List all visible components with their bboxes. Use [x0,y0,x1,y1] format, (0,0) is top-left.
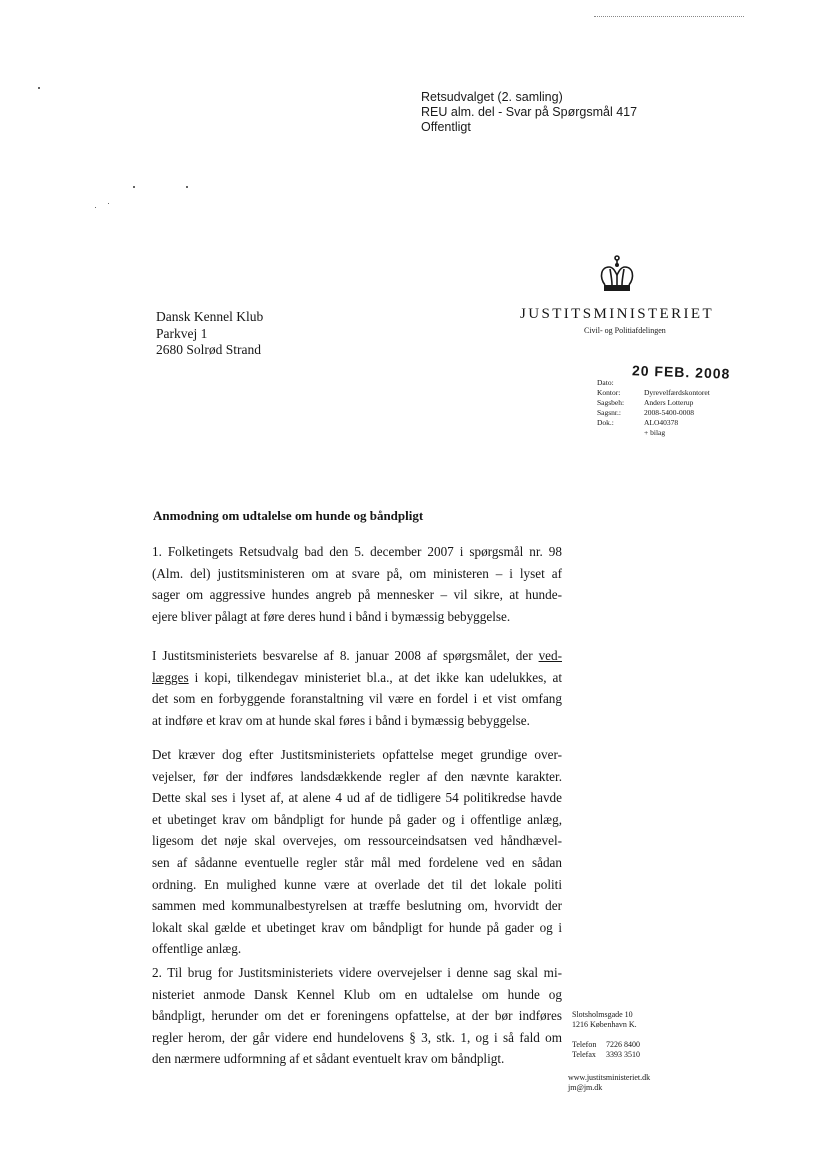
paragraph-line: et ubetinget krav om båndpligt for hunde på gader og i offentlige anlæg, [152,811,562,827]
meta-dok-value: ALO40378 [644,418,679,427]
fax-label: Telefax [572,1050,596,1059]
paragraph-3 [152,744,562,960]
scan-dotted-line [594,16,744,18]
paragraph-line: (Alm. del) justitsministeren om at svare på, om ministeren – i lyset af [152,565,562,581]
recipient-address [156,309,263,359]
meta-kontor-value: Dyrevelfærdskontoret [644,388,710,397]
fax-number: 3393 3510 [606,1050,640,1059]
scan-speck [95,207,96,208]
paragraph-line: nisteriet anmode Dansk Kennel Klub om en udtalelse om hunde og [152,986,562,1002]
meta-sagsbeh-label: Sagsbeh: [597,398,625,407]
paragraph-line: det som en forbyggende foranstaltning vil være en fordel i et vist omfang [152,691,562,707]
attachment-reference: lægges [152,669,189,685]
paragraph-2 [152,645,562,731]
paragraph-line: offentlige anlæg. [152,941,242,957]
scan-speck [108,203,109,204]
ministry-department: Civil- og Politiafdelingen [584,326,666,335]
crown-logo-icon [596,255,638,295]
address-street: Slotsholmsgade 10 [572,1010,633,1019]
paragraph-line: Dette skal ses i lyset af, at alene 4 ud af de tidligere 54 politikredse havde [152,790,562,806]
line-text: I Justitsministeriets besvarelse af 8. januar 2008 af spørgsmålet, der [152,648,533,663]
scan-speck [186,186,188,188]
address-city: 1216 København K. [572,1020,637,1029]
meta-dok-label: Dok.: [597,418,614,427]
meta-kontor-label: Kontor: [597,388,621,397]
ministry-address [572,1010,637,1030]
ministry-phones [572,1040,640,1060]
meta-row-kontor [597,388,734,398]
phone-row [572,1040,640,1050]
meta-sagsbeh-value: Anders Lotterup [644,398,694,407]
website-link[interactable]: www.justitsministeriet.dk [568,1073,651,1082]
ministry-name: JUSTITSMINISTERIET [520,306,715,322]
stamp-reference: REU alm. del - Svar på Spørgsmål 417 [421,105,638,119]
paragraph-line: lokalt skal gælde et ubetinget krav om båndpligt for hunde på gader og i [152,919,562,935]
paragraph-line: båndpligt, herunder om det er foreningens opfattelse, at der bør indføres [152,1008,562,1024]
paragraph-1 [152,541,562,627]
meta-sagsnr-value: 2008-5400-0008 [644,408,694,417]
recipient-street: Parkvej 1 [156,325,208,341]
meta-dato-label: Dato: [597,378,614,387]
meta-row-dato [597,378,734,388]
paragraph-line: Det kræver dog efter Justitsministeriets opfattelse meget grundige over- [152,747,562,762]
stamp-committee: Retsudvalget (2. samling) [421,90,563,104]
paragraph-line: ligesom det nøje skal overvejes, om ressourceindsatsen ved håndhævel- [152,833,562,849]
document-stamp [421,90,637,135]
paragraph-line: den nærmere udformning af et sådant eventuelt krav om båndpligt. [152,1051,505,1067]
meta-row-sagsbeh [597,398,734,408]
paragraph-line: vejelser, før der indføres landsdækkende regler af den nævnte karakter. [152,768,562,784]
paragraph-line [152,645,562,667]
case-meta [597,378,734,438]
paragraph-line: sammen med kommunalbestyrelsen at træffe beslutning om, hvorvidt der [152,898,562,914]
paragraph-4 [152,962,562,1070]
paragraph-line: sager om aggressive hundes angreb på mennesker – vil sikre, at hunde- [152,587,562,603]
fax-row [572,1050,640,1060]
date-stamp: 20 FEB. 2008 [631,362,731,382]
paragraph-line: ejere bliver pålagt at føre deres hund i bånd i bymæssig bebyggelse. [152,608,511,624]
meta-bilag: + bilag [644,428,666,437]
phone-label: Telefon [572,1040,597,1049]
scan-speck [38,87,40,89]
letter-subject: Anmodning om udtalelse om hunde og båndpligt [153,508,424,523]
line-text: i kopi, tilkendegav ministeriet bl.a., at det ikke kan udelukkes, at [194,669,562,685]
paragraph-line [152,667,562,689]
paragraph-line: ordning. En mulighed kunne være at overlade det til det lokale politi [152,876,562,892]
meta-row-dok [597,418,734,428]
attachment-reference: ved- [538,648,562,663]
paragraph-line: 2. Til brug for Justitsministeriets videre overvejelser i denne sag skal mi- [152,965,562,980]
paragraph-line: regler herom, der går videre end hundelovens § 3, stk. 1, og i så fald om [152,1029,562,1045]
recipient-name: Dansk Kennel Klub [156,309,264,324]
paragraph-line: sen af sådanne eventuelle regler står mål med fordelene ved en sådan [152,854,562,870]
meta-sagsnr-label: Sagsnr.: [597,408,621,417]
paragraph-line: 1. Folketingets Retsudvalg bad den 5. december 2007 i spørgsmål nr. 98 [152,544,562,559]
scan-speck [133,186,135,188]
recipient-city: 2680 Solrød Strand [156,342,262,357]
email-link[interactable]: jm@jm.dk [568,1083,603,1092]
stamp-status: Offentligt [421,120,471,134]
paragraph-line: at indføre et krav om at hunde skal føres i bånd i bymæssig bebyggelse. [152,712,530,728]
ministry-web [568,1073,650,1093]
meta-row-sagsnr [597,408,734,418]
phone-number: 7226 8400 [606,1040,640,1049]
